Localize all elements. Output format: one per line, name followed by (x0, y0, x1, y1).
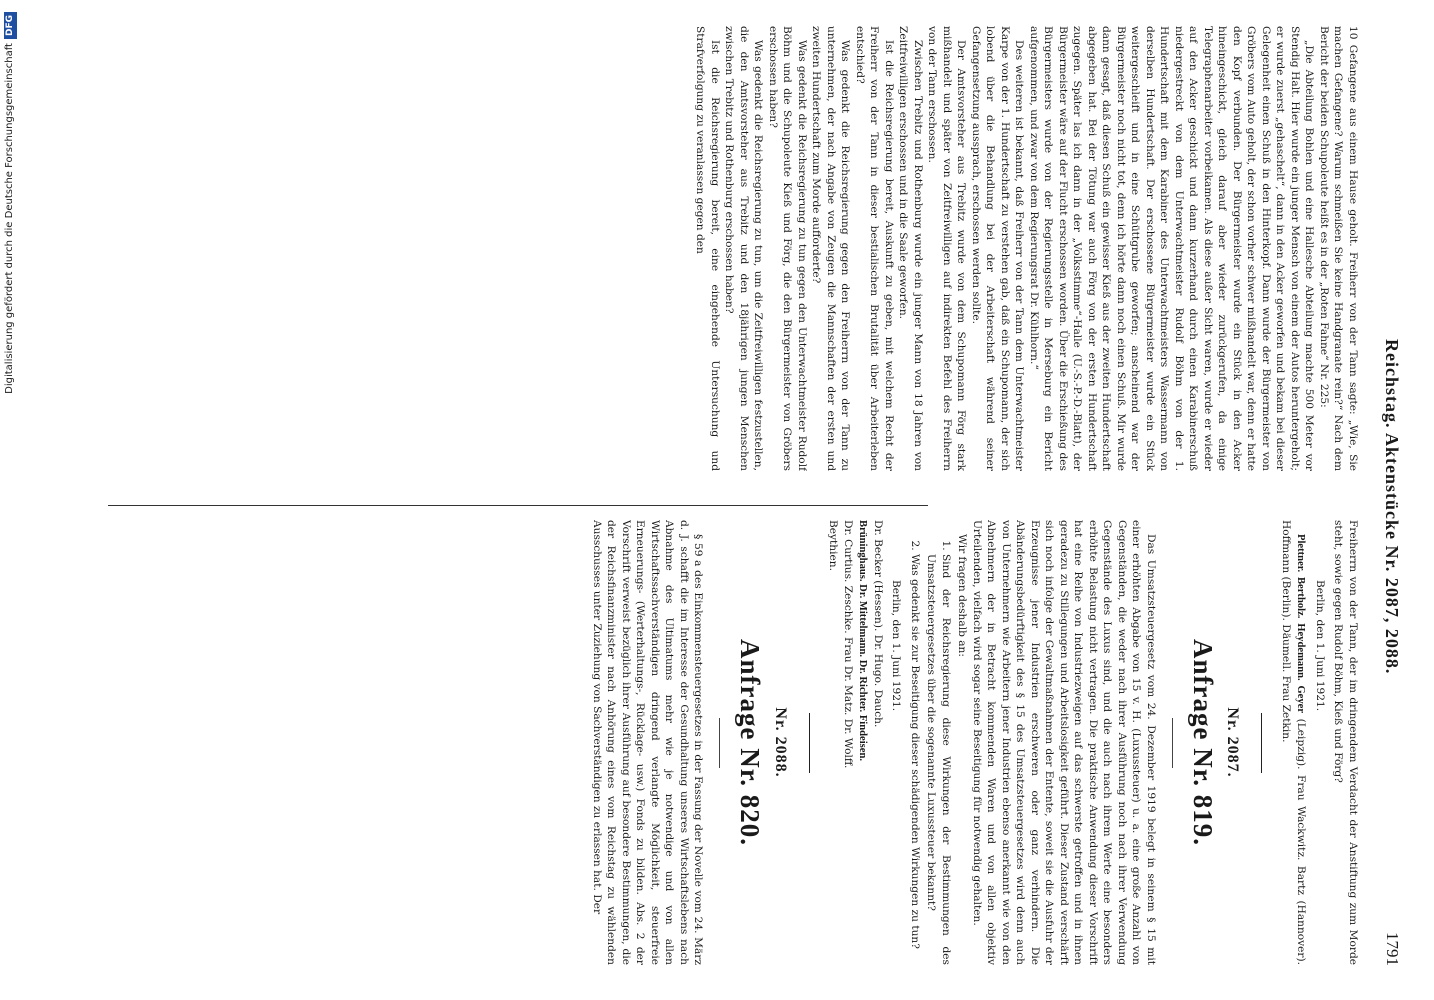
paragraph: Wir fragen deshalb an: (956, 534, 969, 657)
signatories (826, 520, 885, 965)
credit-text: Digitalisierung gefördert durch die Deutsche Forschungsgemeinschaft (4, 43, 15, 394)
digitization-credit (1, 4, 19, 994)
inquiry-title: Anfrage Nr. 819. (1188, 639, 1218, 846)
left-column (110, 26, 1360, 471)
paragraph: Was gedenkt die Reichsregierung zu tun gegen den Unterwachtmeister Rudolf Böhm und die Schupoleute Kieß und Förg, die den Bürgermeister von Gröbers erschossen haben? (767, 26, 808, 471)
running-title: Reichstag. Aktenstücke Nr. 2087, 2088. (1382, 339, 1402, 675)
question-item: 1. Sind der Reichsregierung diese Wirkungen der Bestimmungen des Umsatzsteuergesetzes über die sogenannte Luxussteuer bekannt? (924, 554, 953, 965)
paragraph: Ist die Reichsregierung bereit, eine eingehende Untersuchung und Strafverfolgung zu veranlassen gegen den (694, 26, 721, 471)
section-rule (809, 713, 810, 773)
paragraph: Ist die Reichsregierung bereit, Auskunft zu geben, mit welchem Recht der Freiherr von der Tann in dieser bestialischen Brutalität über Arbeiterleben entschied? (854, 26, 895, 471)
paragraph: Des weiteren ist bekannt, daß Freiherr von der Tann dem Unterwachtmeister Karpe von der 1. Hundertschaft zu verstehen gab, daß ein Schupomann, der sich lobend über die Behandlung bei der Arbeiterschaft während seiner Gefangensetzung aussprach, erschossen werden sollte. (970, 26, 1026, 471)
paragraph: Freiherrn von der Tann, der im dringendem Verdacht der Anstiftung zum Morde steht, sowie gegen Rudolf Böhm, Kieß und Förg? (1332, 520, 1359, 965)
inquiry-title: Anfrage Nr. 820. (735, 639, 766, 846)
page-header (1364, 24, 1408, 980)
signatories (1279, 520, 1309, 965)
signatories-line: Brüninghaus. Dr. Mittelmann. Dr. Richter. Findeisen. (857, 520, 869, 762)
right-column (110, 520, 1360, 965)
signatories-line: Beythien. (827, 520, 840, 571)
signatories-line: Dr. Curtius. Zeschke. Frau Dr. Matz. Dr. Wolff. (842, 520, 854, 769)
question-item: 2. Was gedenkt sie zur Beseitigung dieser schädigenden Wirkungen zu tun? (908, 554, 923, 965)
paragraph: Zwischen Trebitz und Rothenburg wurde ein junger Mann von 18 Jahren von Zeitfreiwilligen erschossen und in die Saale geworfen. (897, 26, 924, 471)
signatories-line: Dr. Becker (Hessen). Dr. Hugo. Dauch. (872, 520, 884, 728)
title-rule (1172, 718, 1173, 768)
date-line: Berlin, den 1. Juni 1921. (1314, 580, 1326, 712)
section-rule (1262, 713, 1263, 773)
scanned-page (88, 14, 1408, 990)
paragraph: Was gedenkt die Reichsregierung gegen den Freiherrn von der Tann zu unternehmen, der nach Angabe von Zeugen die Mannschaften der ersten und zweiten Hundertschaft zum Morde aufforderte? (810, 26, 852, 471)
document-number: Nr. 2088. (772, 707, 789, 778)
document-number: Nr. 2087. (1224, 707, 1242, 778)
date-line: Berlin, den 1. Juni 1921. (890, 580, 903, 712)
paragraph: „Die Abteilung Bohlen und eine Hallesche Abteilung machte 500 Meter vor Stendig Halt. Hier wurde ein junger Mensch von einem der Autos heruntergeholt; er wurde zuerst „gehaschelt“, dann in den Acker geworfen und bekam bei dieser Gelegenheit einen Schuß in den Hinterkopf. Dann wurde der Bürgermeister von Gröbers vom Auto geholt, der schon vorher schwer mißhandelt war, denn er hatte den Kopf verbunden. Der Bürgermeister wurde ein Stück in den Acker hineingeschickt, gleich darauf aber wieder zurückgerufen, da einige Telegraphenarbeiter vorbeikamen. Als diese außer Sicht waren, wurde er wieder auf den Acker geschickt und dann kurzerhand durch einen Karabinerschuß niedergestreckt von dem Unterwachtmeister Rudolf Böhm von der 1. Hundertschaft mit dem Karabiner des Unterwachtmeisters Wassermann von derselben Hundertschaft. Der erschossene Bürgermeister wurde ein Stück weitergeschleift und in eine Schüttgrube geworfen; anscheinend war der Bürgermeister noch nicht tot, denn ich hörte dann noch einen Schuß. Mir wurde dann gesagt, daß diesen Schuß ein gewisser Kieß aus der zweiten Hundertschaft abgegeben hat. Bei der Tötung war auch Förg von der ersten Hundertschaft zugegen. Später las ich dann in der „Volksstimme“-Halle (U.-S.-P.-D.-Blatt), der Bürgermeister wäre auf der Flucht erschossen worden. Über die Erschießung des Bürgermeisters wurde von der Regierungsstelle in Merseburg ein Bericht aufgenommen, und zwar von dem Regierungsrat Dr. Kühlhorn.“ (1028, 26, 1316, 471)
question-list (908, 538, 954, 965)
paragraph: 10 Gefangene aus einem Hause geholt. Freiherr von der Tann sagte: „Wie, Sie machen Gefangene? Warum schmeißen Sie keine Handgranate rein?“ Nach dem Bericht der beiden Schupoleute heißt es in der „Roten Fahne“ Nr. 225: (1318, 26, 1359, 471)
page-number: 1791 (1383, 932, 1402, 966)
paragraph: Was gedenkt die Reichsregierung zu tun, um die Zeitfreiwilligen festzustellen, die den Amtsvorsteher aus Trebitz und den 18jährigen jungen Menschen zwischen Trebitz und Rothenburg erschossen haben? (723, 26, 765, 471)
signatories-bold: Plettner. Bertholz. Heydemann. Geyer (1295, 534, 1307, 714)
paragraph: Der Amtsvorsteher aus Trebitz wurde von dem Schupomann Förg stark mißhandelt und später von Zeitfreiwilligen auf indirekten Befehl des Freiherrn von der Tann erschossen. (926, 26, 968, 471)
title-rule (720, 718, 721, 768)
paragraph: Das Umsatzsteuergesetz vom 24. Dezember 1919 belegt in seinem § 15 mit einer erhöhten Abgabe von 15 v. H. (Luxussteuer) u. a. eine große Anzahl von Gegenständen, die weder nach ihrer Ausführung noch nach ihrer Verwendung Gegenstände des Luxus sind, und die auch nach ihrem Werte eine besonders erhöhte Belastung nicht vertragen. Die praktische Anwendung dieser Vorschrift hat eine Reihe von Industriezweigen auf das schwerste getroffen und in ihnen geradezu zu Stillegungen und Arbeitslosigkeit geführt. Dieser Zustand verschärft sich noch infolge der Gewaltmaßnahmen der Entente, soweit sie die Ausfuhr der Erzeugnisse jener Industrien erschweren oder ganz verhindern. Die Abänderungsbedürftigkeit des § 15 des Umsatzsteuergesetzes wird denn auch von Unternehmern wie Arbeitern jener Industrien ebenso anerkannt wie von den Abnehmern der in Betracht kommenden Waren und von allen objektiv Urteilenden, vielfach wird sogar seine Beseitigung für notwendig gehalten. (971, 520, 1157, 965)
column-divider (108, 505, 928, 506)
signatories-rest: (Leipzig). Frau Wackwitz. Bartz (Hannover). Hoffmann (Berlin). Däumell. Frau Zetkin. (1280, 520, 1308, 965)
scanned-page-frame (88, 14, 1408, 990)
dfg-logo: DFG (4, 12, 17, 39)
paragraph: § 59 a des Einkommensteuergesetzes in der Fassung der Novelle vom 24. März d. J. schafft die im Interesse der Gesundhaltung unseres Wirtschaftslebens nach Abnahme des Ultimatums mehr wie je notwendige und von allen Wirtschaftssachverständigen dringend verlangte Möglichkeit, steuerfreie Erneuerungs- (Werterhaltungs-, Rücklage- usw.) Fonds zu bilden. Abs. 2 der Vorschrift verweist bezüglich ihrer Ausführung auf besondere Bestimmungen, die der Reichsfinanzminister nach Anhörung eines vom Reichstag zu wählenden Ausschusses unter Zuziehung von Sachverständigen zu erlassen hat. Der (591, 520, 705, 965)
